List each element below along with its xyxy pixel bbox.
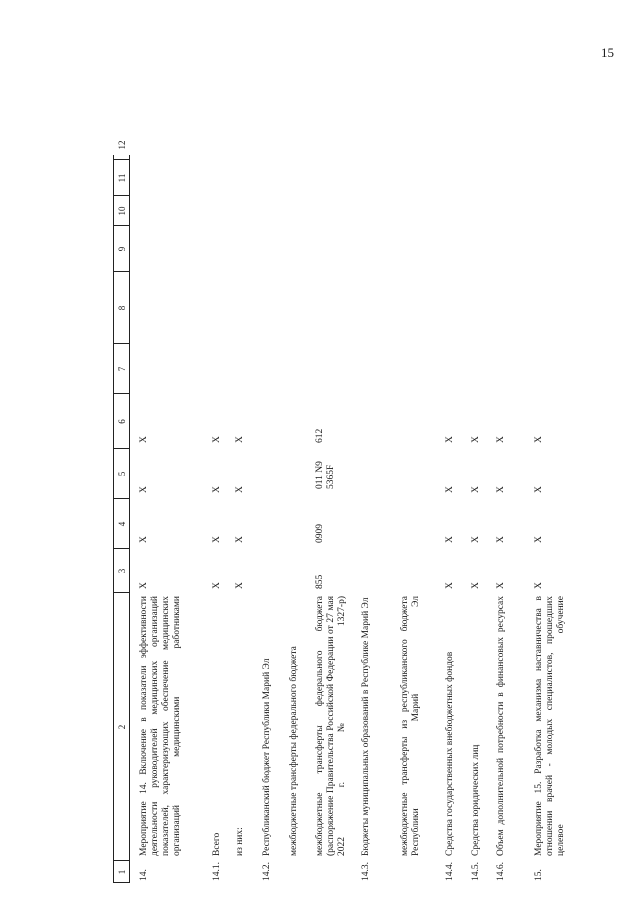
row-name: межбюджетные трансферты федерального бюджета (распоряжение Правительства Российской Федерации от 27 мая 2022 г. № 1327-р) [315, 596, 347, 856]
header-cell-10: 10 [117, 206, 127, 216]
row-c6: Х [445, 436, 455, 443]
row-c6: Х [471, 436, 481, 443]
row-c5: Х [496, 486, 506, 493]
row-c3: Х [139, 582, 149, 589]
row-name: из них: [235, 827, 245, 856]
header-cell-11: 11 [117, 173, 127, 183]
row-c5: Х [235, 486, 245, 493]
row-name: Бюджеты муниципальных образований в Республике Марий Эл [361, 597, 371, 856]
row-name: межбюджетные трансферты федерального бюджета [289, 646, 299, 856]
row-c4: 0909 [315, 524, 325, 543]
rotated-table [113, 43, 566, 883]
header-cell-7: 7 [117, 366, 127, 372]
header-cell-12: 12 [117, 140, 127, 150]
row-number: 14.3. [361, 862, 371, 881]
row-c3: Х [534, 582, 544, 589]
row-number: 14.1. [212, 862, 222, 881]
row-name: Мероприятие 15. Разработка механизма наставничества в отношении врачей - молодых специалистов, прошедших целевое обучение [534, 596, 566, 856]
row-number: 14.2. [262, 862, 272, 881]
row-number: 14.5. [471, 862, 481, 881]
row-c4: Х [445, 536, 455, 543]
row-c6: 612 [315, 428, 325, 443]
row-name: Средства юридических лиц [471, 744, 481, 856]
row-name: Средства государственных внебюджетных фондов [445, 651, 455, 856]
row-c4: Х [235, 536, 245, 543]
row-c4: Х [534, 536, 544, 543]
header-cell-9: 9 [117, 246, 127, 252]
row-c5: Х [471, 486, 481, 493]
row-name: Мероприятие 14. Включение в показатели эффективности деятельности руководителей медицинских организаций показателей, характеризующих обеспечение медицинских организаций медицинскими работниками [139, 596, 182, 856]
row-c6: Х [534, 436, 544, 443]
row-c5: Х [445, 486, 455, 493]
header-cell-6: 6 [117, 419, 127, 424]
header-cell-4: 4 [117, 521, 127, 527]
row-c5: Х [534, 486, 544, 493]
row-c3: Х [471, 582, 481, 589]
row-c5: Х [139, 486, 149, 493]
row-number: 14.4. [445, 862, 455, 881]
row-c6: Х [139, 436, 149, 443]
row-c4: Х [471, 536, 481, 543]
header-cell-5: 5 [117, 471, 127, 477]
row-c5: 011 N9 5365F [315, 461, 336, 489]
row-c3: Х [212, 582, 222, 589]
row-name: Республиканский бюджет Республики Марий Эл [262, 658, 272, 856]
row-c3: Х [496, 582, 506, 589]
row-c6: Х [496, 436, 506, 443]
row-c4: Х [212, 536, 222, 543]
table-header [113, 140, 130, 883]
row-c3: Х [445, 582, 455, 589]
row-c3: Х [235, 582, 245, 589]
row-number: 14.6. [496, 862, 506, 881]
row-c4: Х [496, 536, 506, 543]
row-name: Всего [212, 832, 222, 856]
row-c4: Х [139, 536, 149, 543]
header-cell-8: 8 [117, 305, 127, 311]
row-name: межбюджетные трансферты из республиканского бюджета Республики Марий Эл [400, 596, 421, 856]
row-c5: Х [212, 486, 222, 493]
row-c3: 855 [315, 574, 325, 589]
row-c6: Х [235, 436, 245, 443]
header-cell-2: 2 [117, 724, 127, 730]
row-name: Объем дополнительной потребности в финансовых ресурсах [496, 596, 506, 856]
page-number: 15 [601, 45, 614, 60]
row-number: 15. [534, 869, 544, 881]
header-cell-3: 3 [117, 568, 127, 574]
row-number: 14. [139, 869, 149, 881]
row-c6: Х [212, 436, 222, 443]
header-cell-1: 1 [117, 869, 127, 875]
